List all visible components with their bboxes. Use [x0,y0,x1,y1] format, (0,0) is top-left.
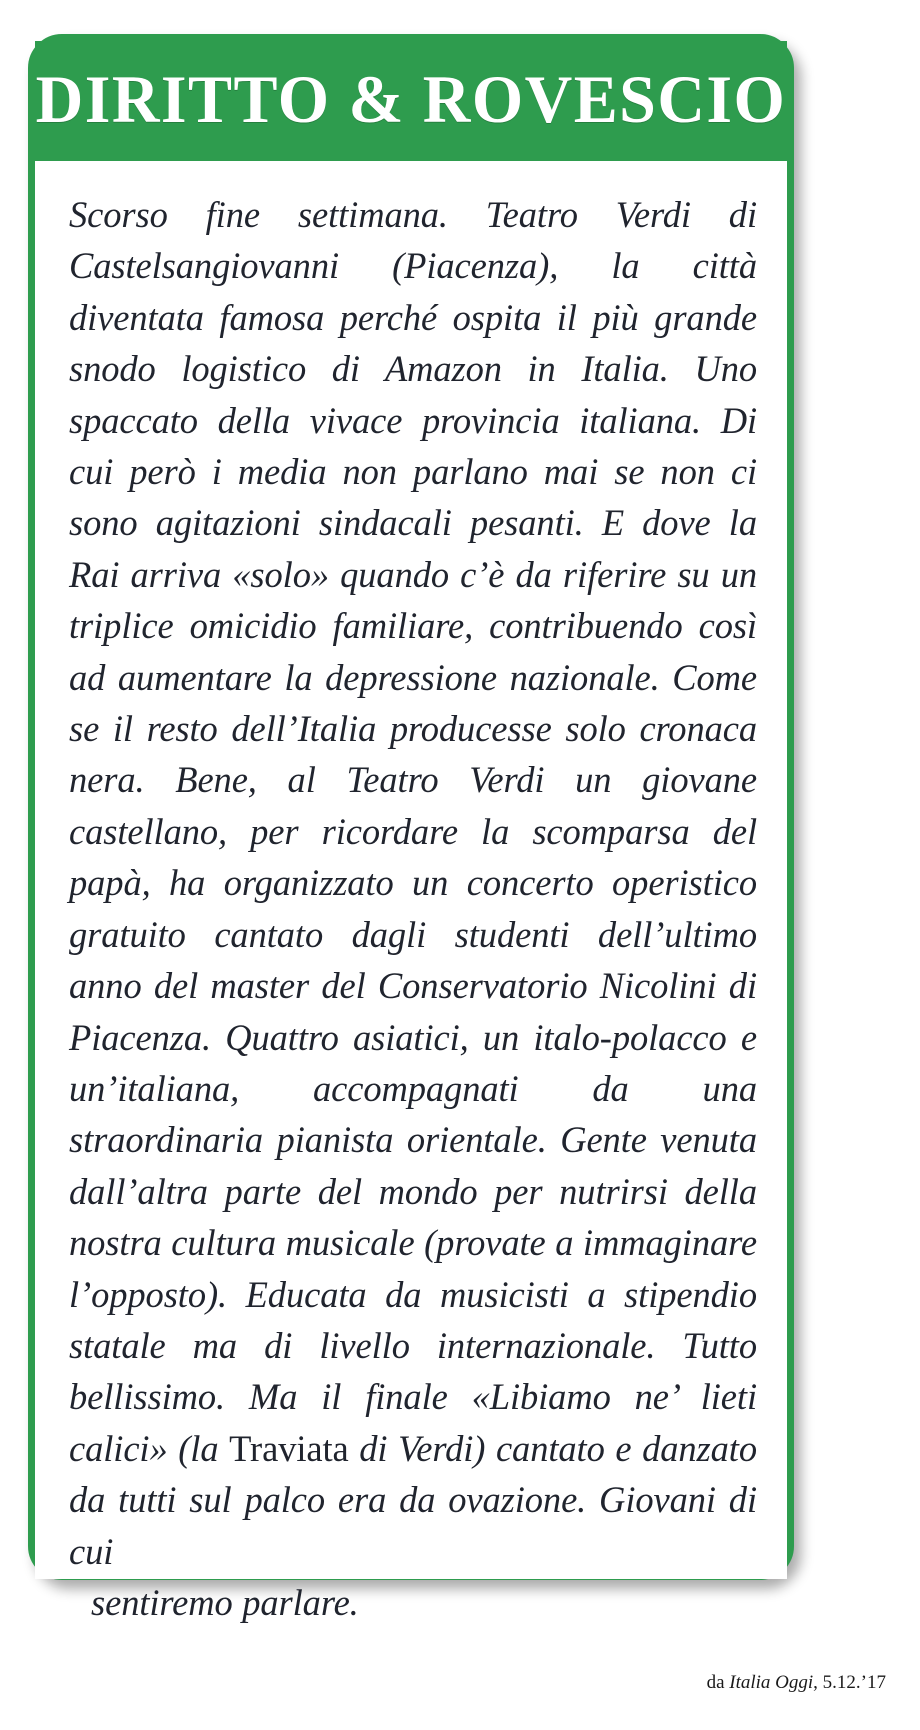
opera-title: Traviata [229,1427,349,1469]
newspaper-clipping-card [28,34,794,1623]
article-body [35,161,787,1623]
article-text-tail: sentiremo parlare. [91,1581,359,1623]
attribution-date: , 5.12.’17 [813,1672,886,1693]
masthead-banner [35,41,787,161]
attribution-prefix: da [706,1672,730,1693]
source-attribution [707,1672,886,1694]
column-title: DIRITTO & ROVESCIO [35,61,787,137]
article-text-part-1: Scorso fine settimana. Teatro Verdi di Castelsangiovanni (Piacenza), la città diventata famosa perché ospita il più grande snodo logistico di Amazon in Italia. Uno spaccato della vivace provincia italiana. Di cui però i media non parlano mai se non ci sono agitazioni sindacali pesanti. E dove la Rai arriva «solo» quando c’è da riferire su un triplice omicidio familiare, contribuendo così ad aumentare la depressione nazionale. Come se il resto dell’Italia producesse solo cronaca nera. Bene, al Teatro Verdi un giovane castellano, per ricordare la scomparsa del papà, ha organizzato un concerto operistico gratuito cantato dagli studenti dell’ultimo anno del master del Conservatorio Nicolini di Piacenza. Quattro asiatici, un italo-polacco e un’italiana, accompagnati da una straordinaria pianista orientale. Gente venuta dall’altra parte del mondo per nutrirsi della nostra cultura musicale (provate a immaginare l’opposto). Educata da musicisti a stipendio statale ma di livello internazionale. Tutto bellissimo. Ma il finale «Libiamo ne’ lieti calici» (la [69,194,757,1469]
article-paragraph [69,189,757,1628]
attribution-source-name: Italia Oggi [729,1672,814,1693]
article-text-part-2: di Verdi) cantato e danzato da tutti sul palco era da ovazione. Giovani di cui [69,1427,757,1572]
